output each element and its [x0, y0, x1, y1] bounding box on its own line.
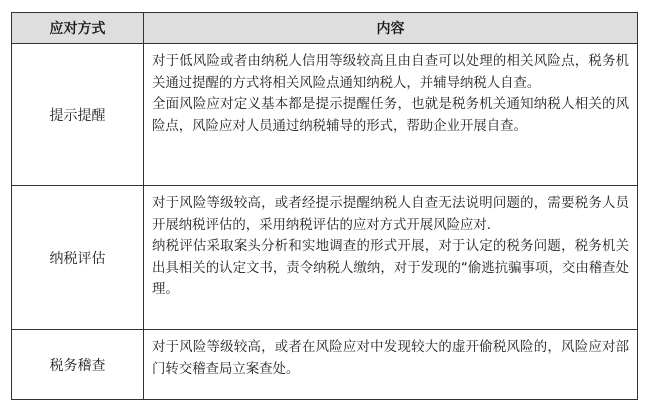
table-header-row: [12, 13, 638, 44]
content-paragraph: 对于低风险或者由纳税人信用等级较高且由自查可以处理的相关风险点，税务机关通过提醒的方式将相关风险点通知纳税人，并辅导纳税人自查。: [152, 54, 629, 91]
content-paragraph: 纳税评估采取案头分析和实地调查的形式开展，对于认定的税务问题，税务机关出具相关的认定文书，责令纳税人缴纳，对于发现的“偷逃抗骗事项，交由稽查处理。: [152, 239, 629, 298]
risk-response-table: [11, 12, 638, 400]
content-paragraph: 对于风险等级较高，或者在风险应对中发现较大的虚开偷税风险的，风险应对部门转交稽查局立案查处。: [152, 340, 629, 377]
method-cell: 提示提醒: [12, 44, 144, 186]
content-paragraph: 对于风险等级较高，或者经提示提醒纳税人自查无法说明问题的，需要税务人员开展纳税评估的，采用纳税评估的应对方式开展风险应对.: [152, 196, 629, 233]
content-cell: [144, 44, 638, 186]
table-row: [12, 44, 638, 186]
method-cell: 纳税评估: [12, 186, 144, 330]
header-method: 应对方式: [12, 13, 144, 44]
content-cell: [144, 330, 638, 400]
method-cell: 税务稽查: [12, 330, 144, 400]
content-cell: [144, 186, 638, 330]
header-content: 内容: [144, 13, 638, 44]
table-row: [12, 330, 638, 400]
content-paragraph: 全面风险应对定义基本都是提示提醒任务，也就是税务机关通知纳税人相关的风险点，风险应对人员通过纳税辅导的形式，帮助企业开展自查。: [152, 97, 629, 134]
table-row: [12, 186, 638, 330]
